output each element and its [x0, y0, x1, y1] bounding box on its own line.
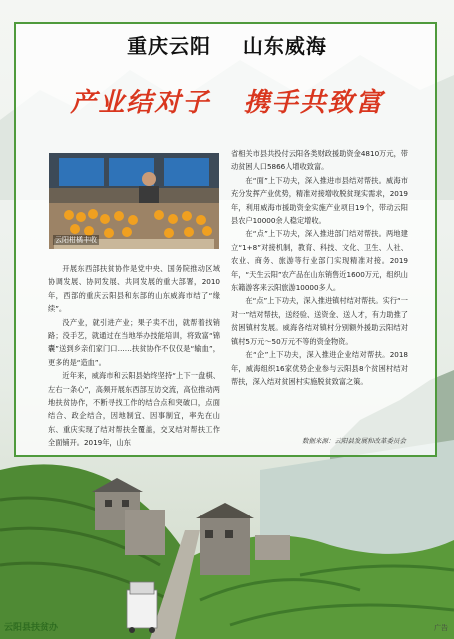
paragraph: 近年来，威海市和云阳县始终坚持“上下一盘棋、左右一条心”，高频开展东西部互访交流，高位推动两地扶贫协作，不断寻找工作的结合点和突破口，点面结合、政企结合，因地制宜、因事制宜，率先在山东、重庆实现了结对帮扶全覆盖，交叉结对帮扶工作全面铺开。2019年，山东 [48, 371, 220, 448]
article-right-column [231, 147, 408, 388]
paragraph: 开展东西部扶贫协作是党中央、国务院推动区域协调发展、协同发展、共同发展的重大部署，2010年，西部的重庆云阳县和东部的山东威海市结了“缘续”。 [48, 264, 220, 314]
paragraph: 在“点”上下功夫，深入推进部门结对帮扶。两地建立“1+8”对接机制，教育、科技、文化、卫生、人社、农业、商务、旅游等行业部门实现精准对接。2019年，“天生云阳”农产品在山东销售近1600万元，组织山东籍游客来云阳旅游10000多人。 [231, 229, 408, 293]
news-photo [49, 153, 219, 249]
photo-caption: 云阳柑橘丰收 [55, 236, 97, 244]
page-number: 广告 [434, 624, 448, 632]
paragraph: 在“点”上下功夫，深入推进镇村结对帮扶。实行“一对一”结对帮扶，送经验、送资金、送人才，有力助推了贫困镇村发展。威海各结对镇村分别额外援助云阳结对镇村5万元～50万元不等的资金物资。 [231, 296, 408, 346]
slogan-title: 产业结对子 携手共致富 [70, 88, 384, 118]
paragraph: 省相关市县共投付云阳各类财政援助资金4810万元，带动贫困人口5866人增收致富。 [231, 149, 408, 172]
paragraph: 在“企”上下功夫，深入推进企业结对帮扶。2018年，威海组织16家优势企业参与云阳县8个贫困村结对帮扶，深入结对贫困村实施脱贫致富之策。 [231, 350, 408, 386]
data-source-note: 数据来源：云阳县发展和改革委员会 [302, 437, 406, 445]
watermark-text: 云阳县扶贫办 [4, 623, 59, 633]
article-left-column [48, 262, 220, 450]
truck-icon [127, 582, 157, 633]
page-title: 重庆云阳 山东威海 [127, 34, 327, 58]
paragraph: 没产业，就引进产业；果子卖不出，就帮着找销路；没手艺，就通过在当地举办技能培训，将致富“锦囊”送到乡亲们家门口……扶贫协作不仅仅是“输血”，更多的是“造血”。 [48, 317, 220, 367]
paragraph: 在“面”上下功夫，深入推进市县结对帮扶。威海市充分发挥产业优势，精准对接增收脱贫现实需求，2019年，利用威海市援助资金实施产业项目19个，带动云阳县农户10000余人稳定增收。 [231, 175, 408, 226]
